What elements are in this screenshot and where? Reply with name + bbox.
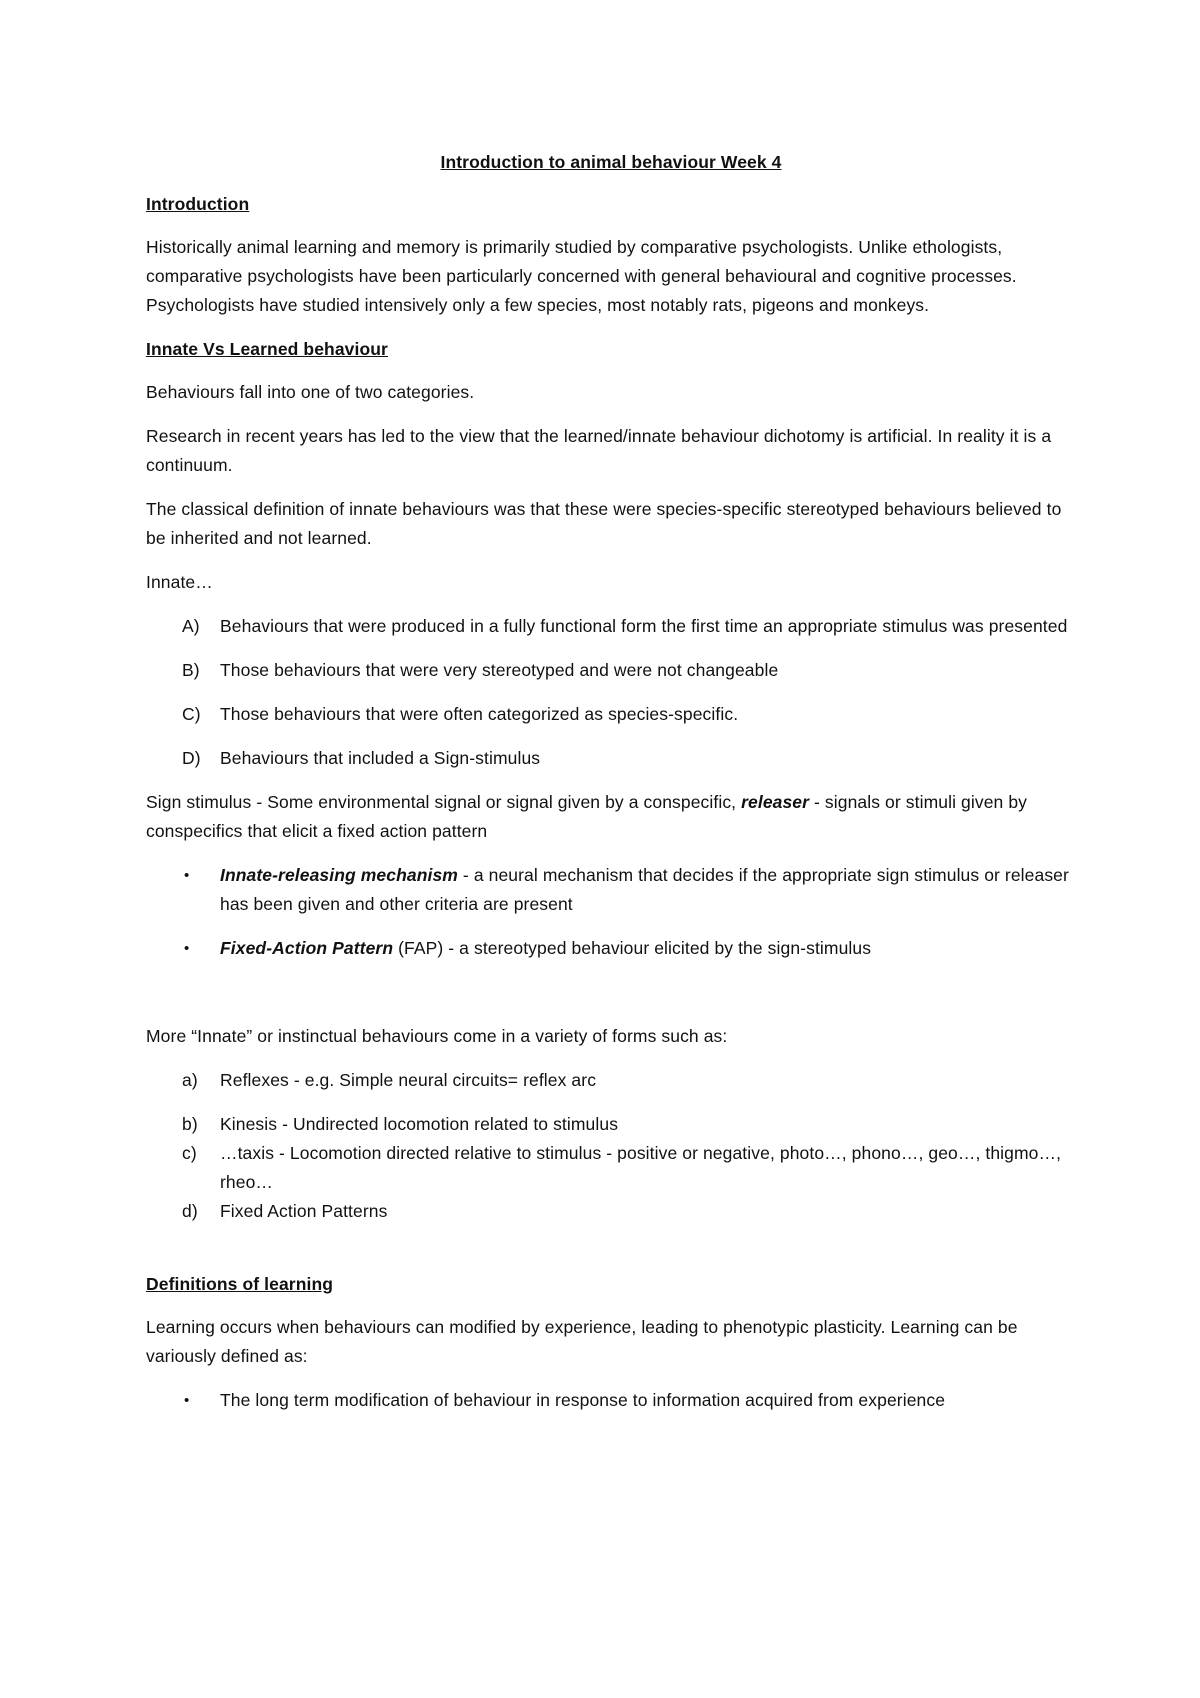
list-item-text: Behaviours that were produced in a fully functional form the first time an appropriate stimulus was presented — [220, 616, 1068, 636]
bullet-marker: • — [184, 1392, 190, 1409]
list-item — [146, 861, 1076, 919]
bullet-marker: • — [184, 867, 190, 884]
learning-bullet-list — [146, 1386, 1076, 1415]
list-item — [146, 1197, 1076, 1226]
bullet-term: Fixed-Action Pattern — [220, 938, 394, 958]
list-item — [146, 1110, 1076, 1139]
list-marker: A) — [182, 616, 200, 636]
bullet-marker: • — [184, 940, 190, 957]
list-marker: B) — [182, 660, 200, 680]
learning-paragraph-1: Learning occurs when behaviours can modified by experience, leading to phenotypic plasticity. Learning can be variously defined as: — [146, 1317, 1018, 1366]
list-item — [146, 744, 1076, 773]
list-item — [146, 656, 1076, 685]
list-item — [146, 1066, 1076, 1095]
list-item — [146, 934, 1076, 963]
sign-stimulus-text: Sign stimulus - Some environmental signal or signal given by a conspecific, — [146, 792, 742, 812]
innate-paragraph-2: Research in recent years has led to the view that the learned/innate behaviour dichotomy is artificial. In reality it is a continuum. — [146, 426, 1052, 475]
innate-paragraph-1: Behaviours fall into one of two categories. — [146, 382, 475, 402]
mechanism-bullet-list — [146, 861, 1076, 963]
blank-line — [146, 1241, 1076, 1270]
bullet-text: (FAP) - a stereotyped behaviour elicited by the sign-stimulus — [393, 938, 872, 958]
list-item-text: Those behaviours that were very stereotyped and were not changeable — [220, 660, 779, 680]
list-marker: b) — [182, 1114, 198, 1134]
document-content — [146, 148, 1076, 1430]
innate-paragraph-3: The classical definition of innate behaviours was that these were species-specific stereotyped behaviours believed to be inherited and not learned. — [146, 499, 1062, 548]
innate-paragraph-4: Innate… — [146, 572, 213, 592]
sign-stimulus-paragraph — [146, 788, 1076, 846]
heading-definitions-of-learning: Definitions of learning — [146, 1274, 334, 1294]
releaser-definition: - signals or stimuli given by conspecifics that elicit a fixed action pattern — [146, 792, 1028, 841]
bullet-text: The long term modification of behaviour in response to information acquired from experience — [220, 1390, 946, 1410]
list-marker: D) — [182, 748, 201, 768]
blank-line — [146, 978, 1076, 1022]
list-item-text: Reflexes - e.g. Simple neural circuits= reflex arc — [220, 1070, 597, 1090]
heading-introduction: Introduction — [146, 194, 250, 214]
list-item — [146, 1139, 1076, 1197]
page-title: Introduction to animal behaviour Week 4 — [440, 152, 782, 172]
list-item — [146, 700, 1076, 729]
innate-criteria-list — [146, 612, 1076, 773]
releaser-term: releaser — [741, 792, 810, 812]
list-item-text: Behaviours that included a Sign-stimulus — [220, 748, 541, 768]
list-marker: C) — [182, 704, 201, 724]
list-item-text: …taxis - Locomotion directed relative to stimulus - positive or negative, photo…, phono…, geo…, thigmo…, rheo… — [220, 1143, 1062, 1192]
list-marker: a) — [182, 1070, 198, 1090]
heading-innate-vs-learned: Innate Vs Learned behaviour — [146, 339, 388, 359]
list-marker: c) — [182, 1143, 197, 1163]
list-item — [146, 1386, 1076, 1415]
list-item — [146, 612, 1076, 641]
list-item-text: Those behaviours that were often categorized as species-specific. — [220, 704, 739, 724]
list-item-text: Kinesis - Undirected locomotion related to stimulus — [220, 1114, 619, 1134]
innate-paragraph-5: More “Innate” or instinctual behaviours come in a variety of forms such as: — [146, 1026, 728, 1046]
intro-paragraph: Historically animal learning and memory is primarily studied by comparative psychologists. Unlike ethologists, comparative psychologists have been particularly concerned with general behavioural and cognitive processes. Psychologists have studied intensively only a few species, most notably rats, pigeons and monkeys. — [146, 237, 1017, 315]
innate-forms-list — [146, 1066, 1076, 1226]
list-item-text: Fixed Action Patterns — [220, 1201, 388, 1221]
bullet-text: - a neural mechanism that decides if the appropriate sign stimulus or releaser has been given and other criteria are present — [220, 865, 1069, 914]
list-marker: d) — [182, 1201, 198, 1221]
bullet-term: Innate-releasing mechanism — [220, 865, 458, 885]
